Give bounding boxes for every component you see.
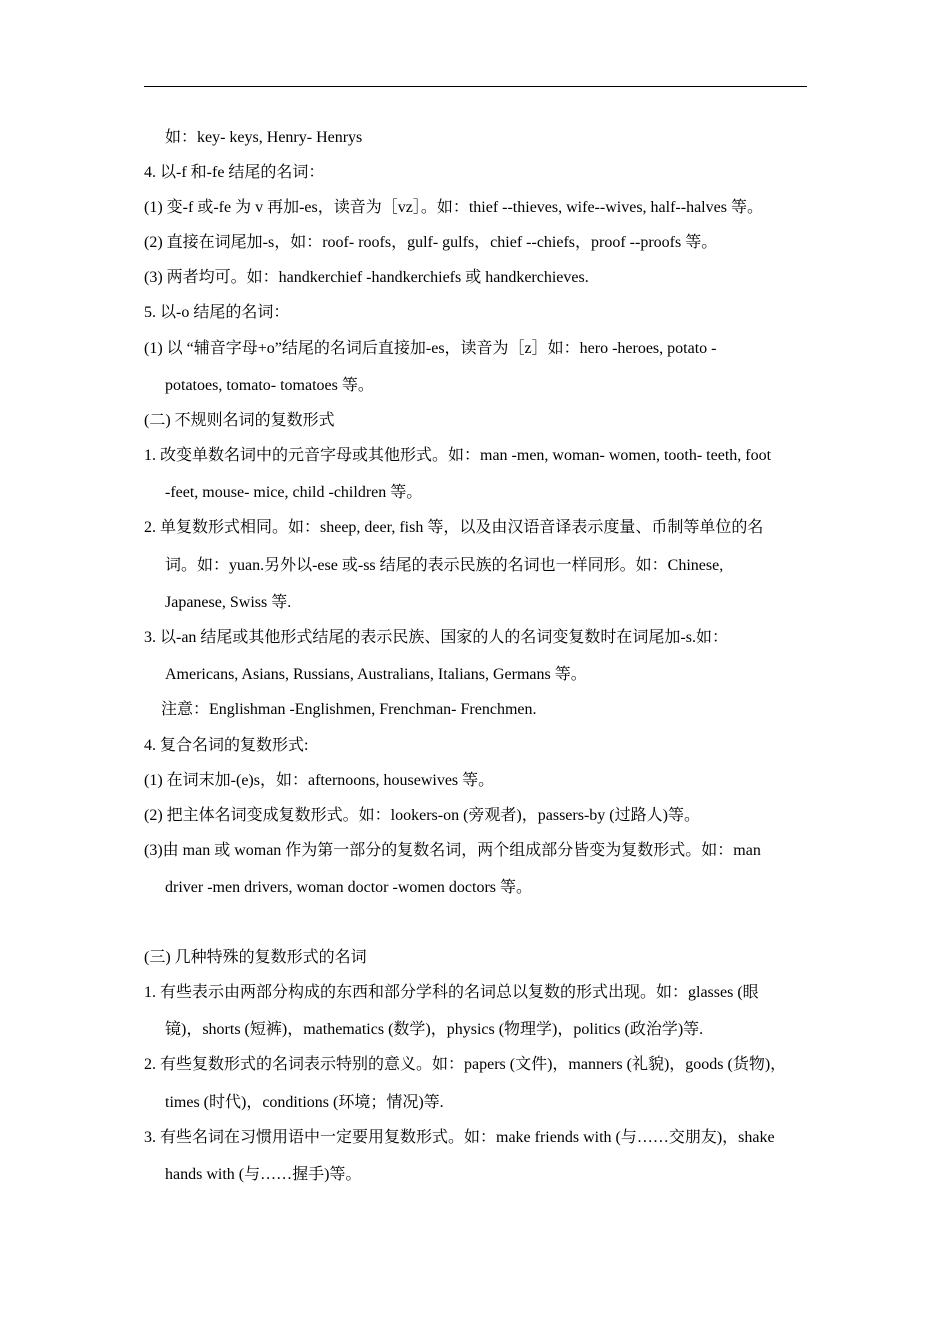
rule-item: (3) 两者均可。如：handkerchief -handkerchiefs 或 handkerchieves. [144,269,589,286]
rule-item-continuation: potatoes, tomato- tomatoes 等。 [165,377,374,394]
rule-item-continuation: 镜)，shorts (短裤)，mathematics (数学)，physics (物理学)，politics (政治学)等. [165,1021,704,1038]
rule-item: (1) 在词末加-(e)s，如：afternoons, housewives 等。 [144,772,495,789]
rule-item: (3)由 man 或 woman 作为第一部分的复数名词，两个组成部分皆变为复数形式。如：man [144,842,761,859]
rule-item: 1. 有些表示由两部分构成的东西和部分学科的名词总以复数的形式出现。如：glasses (眼 [144,984,759,1001]
rule-item: (2) 直接在词尾加-s，如：roof- roofs，gulf- gulfs，chief --chiefs，proof --proofs 等。 [144,234,718,251]
rule-item: (1) 以 “辅音字母+o”结尾的名词后直接加-es，读音为［z］如：hero -heroes, potato - [144,340,717,357]
rule-item-continuation: Americans, Asians, Russians, Australians, Italians, Germans 等。 [165,666,587,683]
rule-item-continuation: hands with (与……握手)等。 [165,1166,362,1183]
rule-item: 1. 改变单数名词中的元音字母或其他形式。如：man -men, woman- women, tooth- teeth, foot [144,447,772,464]
rule-item-continuation: 词。如：yuan.另外以-ese 或-ss 结尾的表示民族的名词也一样同形。如：Chinese, [165,557,724,574]
note-line: 注意：Englishman -Englishmen, Frenchman- Frenchmen. [161,701,537,718]
section-heading: 5. 以-o 结尾的名词： [144,304,290,321]
example-line: 如：key- keys, Henry- Henrys [165,129,363,146]
rule-item: (2) 把主体名词变成复数形式。如：lookers-on (旁观者)，passers-by (过路人)等。 [144,807,700,824]
rule-item: 3. 以-an 结尾或其他形式结尾的表示民族、国家的人的名词变复数时在词尾加-s.如： [144,629,728,646]
rule-item: (1) 变-f 或-fe 为 v 再加-es，读音为［vz］。如：thief --thieves, wife--wives, half--halves 等。 [144,199,763,216]
section-heading: 4. 复合名词的复数形式: [144,737,309,754]
rule-item-continuation: -feet, mouse- mice, child -children 等。 [165,484,423,501]
section-heading: (三) 几种特殊的复数形式的名词 [144,949,367,966]
section-heading: (二) 不规则名词的复数形式 [144,412,335,429]
header-rule [144,86,807,87]
rule-item: 3. 有些名词在习惯用语中一定要用复数形式。如：make friends with (与……交朋友)，shake [144,1129,775,1146]
rule-item-continuation: driver -men drivers, woman doctor -women doctors 等。 [165,879,533,896]
rule-item: 2. 有些复数形式的名词表示特别的意义。如：papers (文件)，manners (礼貌)，goods (货物)， [144,1056,787,1073]
section-heading: 4. 以-f 和-fe 结尾的名词： [144,164,325,181]
rule-item-continuation: times (时代)，conditions (环境；情况)等. [165,1094,444,1111]
rule-item-continuation: Japanese, Swiss 等. [165,594,292,611]
rule-item: 2. 单复数形式相同。如：sheep, deer, fish 等，以及由汉语音译表示度量、币制等单位的名 [144,519,764,536]
